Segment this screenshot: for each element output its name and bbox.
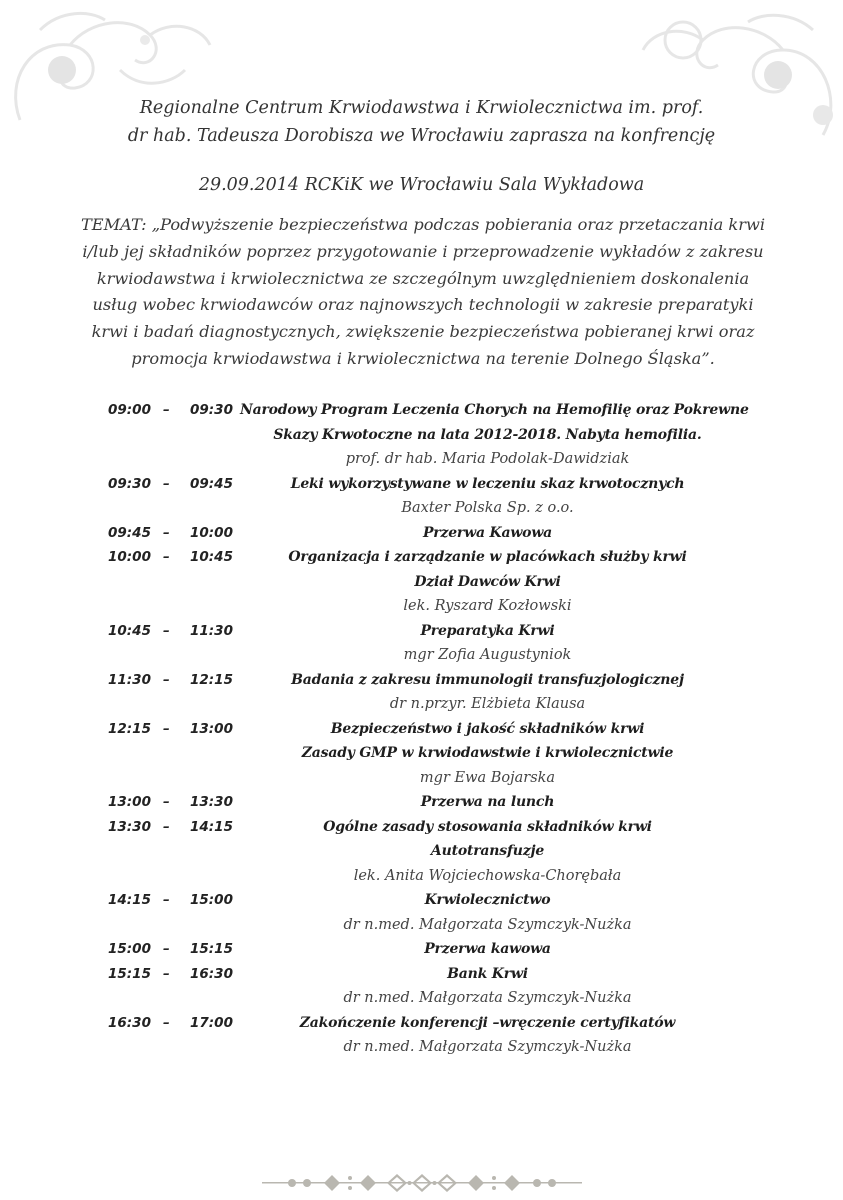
session-title: Bezpieczeństwo i jakość składników krwi: [330, 720, 645, 737]
session-title: Ogólne zasady stosowania składników krwi: [323, 818, 652, 835]
organizer-title: [60, 94, 783, 150]
time-separator: –: [163, 1014, 170, 1031]
topic-line: krwi i badań diagnostycznych, zwiększenie bezpieczeństwa pobieranej krwi oraz: [91, 322, 755, 342]
end-time: 17:00: [190, 1014, 233, 1031]
session-title: Zakończenie konferencji –wręczenie certyfikatów: [299, 1014, 676, 1031]
session-speaker: dr n.med. Małgorzata Szymczyk-Nużka: [343, 916, 632, 933]
start-time: 15:15: [108, 965, 151, 982]
session-title: Bank Krwi: [447, 965, 528, 982]
agenda-item: [0, 962, 843, 987]
session-title: Badania z zakresu immunologii transfuzjologicznej: [291, 671, 684, 688]
session-speaker: lek. Ryszard Kozłowski: [403, 598, 572, 614]
agenda-schedule: [0, 398, 843, 1060]
agenda-item: [0, 521, 843, 546]
end-time: 13:30: [190, 794, 233, 810]
agenda-item-continuation: [0, 447, 843, 472]
start-time: 13:30: [108, 818, 151, 835]
agenda-item: [0, 790, 843, 815]
start-time: 15:00: [108, 941, 151, 957]
start-time: 09:00: [108, 402, 151, 418]
agenda-item: [0, 668, 843, 693]
start-time: 11:30: [108, 671, 151, 688]
session-title: Preparatyka Krwi: [420, 622, 555, 639]
end-time: 10:45: [190, 549, 233, 565]
end-time: 15:15: [190, 941, 233, 957]
agenda-item: [0, 888, 843, 913]
time-separator: –: [163, 892, 170, 908]
agenda-item-continuation: [0, 692, 843, 717]
agenda-item: [0, 619, 843, 644]
end-time: 09:45: [190, 475, 233, 492]
session-speaker: dr n.med. Małgorzata Szymczyk-Nużka: [343, 1039, 632, 1055]
organizer-title-line: Regionalne Centrum Krwiodawstwa i Krwiolecznictwa im. prof.: [139, 98, 704, 118]
topic-line: krwiodawstwa i krwiolecznictwa ze szczególnym uwzględnieniem doskonalenia: [96, 268, 750, 288]
time-separator: –: [163, 622, 170, 639]
end-time: 12:15: [190, 671, 233, 688]
agenda-item-continuation: [0, 570, 843, 595]
end-time: 14:15: [190, 818, 233, 835]
agenda-item-continuation: [0, 913, 843, 938]
start-time: 12:15: [108, 720, 151, 737]
start-time: 10:00: [108, 549, 151, 565]
start-time: 09:30: [108, 475, 151, 492]
topic-line: i/lub jej składników poprzez przygotowanie i przeprowadzenie wykładów z zakresu: [82, 241, 764, 261]
end-time: 09:30: [190, 402, 233, 418]
agenda-item: [0, 545, 843, 570]
topic-line: usług wobec krwiodawców oraz najnowszych technologii w zakresie preparatyki: [92, 295, 754, 315]
agenda-item-continuation: [0, 423, 843, 448]
time-separator: –: [163, 402, 170, 418]
end-time: 13:00: [190, 720, 233, 737]
time-separator: –: [163, 818, 170, 835]
agenda-item-continuation: [0, 496, 843, 521]
session-title: Organizacja i zarządzanie w placówkach służby krwi: [288, 549, 687, 565]
start-time: 09:45: [108, 524, 151, 541]
session-speaker: dr n.med. Małgorzata Szymczyk-Nużka: [343, 990, 632, 1006]
organizer-title-line: dr hab. Tadeusza Dorobisza we Wrocławiu zaprasza na konfrencję: [127, 126, 716, 146]
session-title: Przerwa Kawowa: [422, 524, 553, 541]
session-title: Zasady GMP w krwiodawstwie i krwiolecznictwie: [301, 745, 674, 761]
session-speaker: Baxter Polska Sp. z o.o.: [401, 500, 574, 516]
session-title: Przerwa kawowa: [424, 941, 551, 957]
agenda-item-continuation: [0, 1035, 843, 1060]
agenda-item: [0, 472, 843, 497]
time-separator: –: [163, 475, 170, 492]
start-time: 16:30: [108, 1014, 151, 1031]
end-time: 15:00: [190, 892, 233, 908]
session-speaker: prof. dr hab. Maria Podolak-Dawidziak: [345, 451, 630, 467]
session-title: Skazy Krwotoczne na lata 2012-2018. Nabyta hemofilia.: [273, 426, 702, 443]
agenda-item-continuation: [0, 766, 843, 791]
session-speaker: dr n.przyr. Elżbieta Klausa: [389, 696, 586, 712]
end-time: 16:30: [190, 965, 233, 982]
agenda-item-continuation: [0, 741, 843, 766]
time-separator: –: [163, 720, 170, 737]
session-title: Autotransfuzje: [430, 843, 545, 859]
session-speaker: mgr Ewa Bojarska: [419, 769, 556, 786]
event-date-location: 29.09.2014 RCKiK we Wrocławiu Sala Wykładowa: [198, 175, 645, 195]
agenda-item-continuation: [0, 864, 843, 889]
end-time: 11:30: [190, 622, 233, 639]
conference-topic: [78, 212, 768, 373]
time-separator: –: [163, 524, 170, 541]
topic-line: promocja krwiodawstwa i krwiolecznictwa na terenie Dolnego Śląska”.: [131, 348, 715, 368]
agenda-item: [0, 1011, 843, 1036]
agenda-item: [0, 717, 843, 742]
time-separator: –: [163, 941, 170, 957]
topic-line: TEMAT: „Podwyższenie bezpieczeństwa podczas pobierania oraz przetaczania krwi: [80, 215, 766, 234]
agenda-item-continuation: [0, 643, 843, 668]
agenda-item-continuation: [0, 986, 843, 1011]
agenda-item: [0, 815, 843, 840]
start-time: 10:45: [108, 622, 151, 639]
agenda-item: [0, 937, 843, 962]
agenda-item-continuation: [0, 839, 843, 864]
session-title: Dział Dawców Krwi: [414, 573, 561, 590]
session-speaker: mgr Zofia Augustyniok: [403, 647, 572, 663]
session-title: Krwiolecznictwo: [424, 892, 551, 908]
agenda-item: [0, 398, 843, 423]
session-title: Przerwa na lunch: [420, 794, 555, 810]
session-title: Narodowy Program Leczenia Chorych na Hemofilię oraz Pokrewne: [240, 402, 749, 418]
start-time: 14:15: [108, 892, 151, 908]
agenda-item-continuation: [0, 594, 843, 619]
end-time: 10:00: [190, 524, 233, 541]
session-title: Leki wykorzystywane w leczeniu skaz krwotocznych: [290, 475, 685, 492]
session-speaker: lek. Anita Wojciechowska-Chorębała: [353, 867, 622, 884]
time-separator: –: [163, 549, 170, 565]
bottom-divider-ornament: [262, 1172, 582, 1194]
start-time: 13:00: [108, 794, 151, 810]
time-separator: –: [163, 794, 170, 810]
time-separator: –: [163, 965, 170, 982]
time-separator: –: [163, 671, 170, 688]
